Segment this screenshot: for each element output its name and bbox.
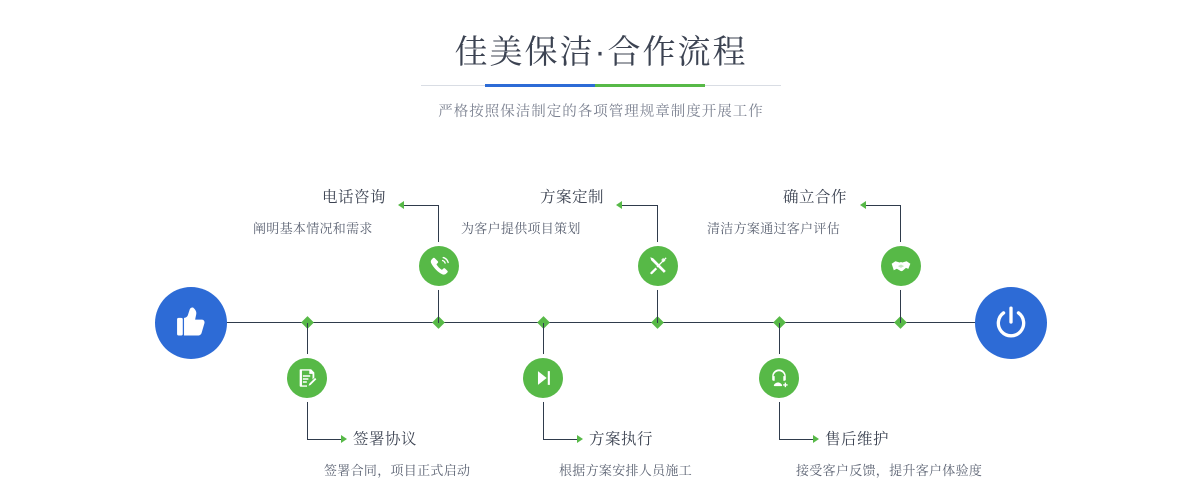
- power-icon: [992, 304, 1030, 342]
- page-title: 佳美保洁·合作流程: [454, 33, 748, 70]
- arrow-head-step-5: [860, 201, 866, 209]
- step-desc-4: 根据方案安排人员施工: [559, 463, 693, 478]
- connector-line-step-5-branch: [866, 205, 900, 206]
- phone-ring-icon: [428, 255, 450, 277]
- step-icon-circle-6[interactable]: [759, 358, 799, 398]
- process-flow: [0, 150, 1202, 502]
- step-label-4: 方案执行: [589, 431, 654, 448]
- play-next-icon: [532, 367, 554, 389]
- arrow-head-step-3: [616, 201, 622, 209]
- document-pen-icon: [296, 367, 318, 389]
- connector-line-step-6-branch: [779, 439, 813, 440]
- step-label-1: 电话咨询: [322, 189, 387, 206]
- arrow-head-step-2: [341, 435, 347, 443]
- step-label-5: 确立合作: [783, 189, 848, 206]
- step-desc-6: 接受客户反馈，提升客户体验度: [796, 463, 983, 478]
- handshake-icon: [890, 255, 912, 277]
- flow-start-node[interactable]: [155, 287, 227, 359]
- step-icon-circle-5[interactable]: [881, 246, 921, 286]
- arrow-head-step-1: [398, 201, 404, 209]
- divider-blue-segment: [485, 84, 595, 87]
- connector-line-step-3-branch: [622, 205, 657, 206]
- step-icon-circle-4[interactable]: [523, 358, 563, 398]
- headset-support-icon: [768, 367, 790, 389]
- connector-line-step-4-branch: [543, 439, 577, 440]
- step-label-3: 方案定制: [540, 189, 605, 206]
- title-divider: [421, 84, 781, 87]
- step-desc-1: 阐明基本情况和需求: [253, 221, 373, 236]
- arrow-head-step-6: [813, 435, 819, 443]
- flow-end-node[interactable]: [975, 287, 1047, 359]
- step-icon-circle-1[interactable]: [419, 246, 459, 286]
- timeline-axis: [155, 322, 1047, 323]
- thumbs-up-icon: [172, 304, 210, 342]
- step-desc-2: 签署合同，项目正式启动: [324, 463, 471, 478]
- page-header: [0, 30, 1202, 121]
- divider-green-segment: [595, 84, 705, 87]
- step-icon-circle-3[interactable]: [638, 246, 678, 286]
- page-subtitle: 严格按照保洁制定的各项管理规章制度开展工作: [438, 104, 764, 120]
- arrow-head-step-4: [577, 435, 583, 443]
- step-label-2: 签署协议: [353, 431, 418, 448]
- step-icon-circle-2[interactable]: [287, 358, 327, 398]
- step-desc-5: 清洁方案通过客户评估: [707, 221, 841, 236]
- step-label-6: 售后维护: [825, 431, 890, 448]
- step-desc-3: 为客户提供项目策划: [461, 221, 581, 236]
- connector-line-step-2-branch: [307, 439, 341, 440]
- brush-pencil-icon: [647, 255, 669, 277]
- connector-line-step-1-branch: [404, 205, 438, 206]
